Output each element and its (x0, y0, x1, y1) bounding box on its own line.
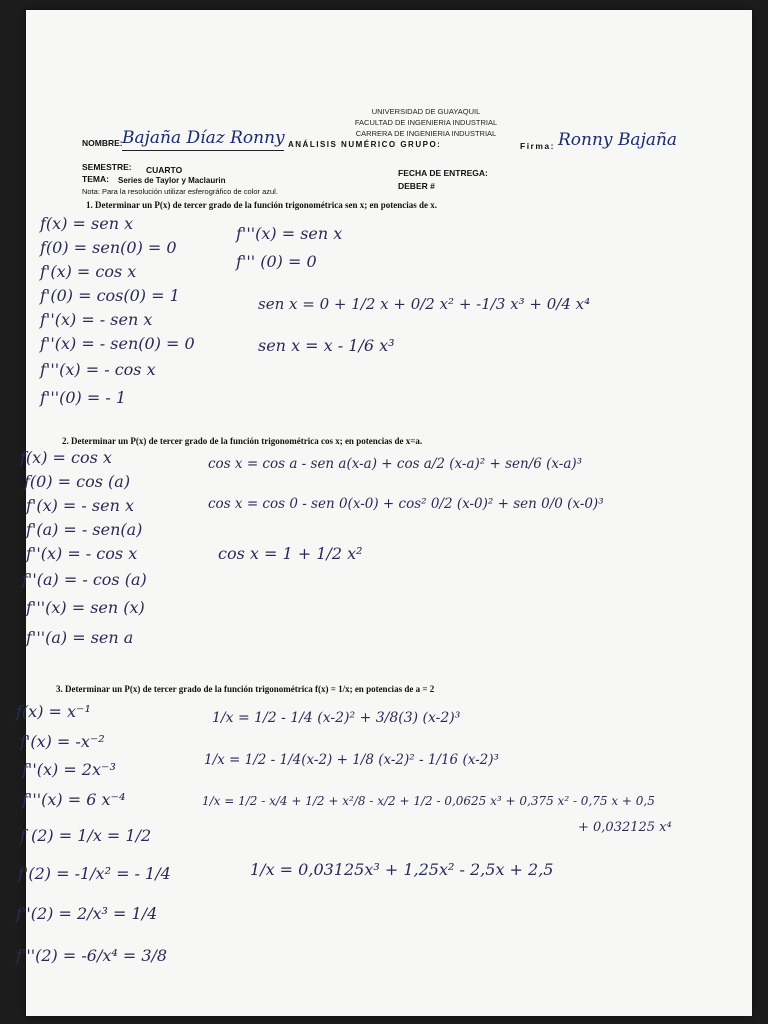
p2-series-result: cos x = 1 + 1/2 x² (218, 544, 363, 563)
p1-step: f''(x) = - sen(0) = 0 (40, 334, 195, 353)
p2-step: f(0) = cos (a) (24, 472, 131, 491)
p1-step: f''(x) = - sen x (40, 310, 153, 329)
nombre-label: NOMBRE: (82, 138, 123, 148)
career-name: CARRERA DE INGENIERIA INDUSTRIAL (355, 129, 497, 138)
p3-series-line-1: 1/x = 1/2 - 1/4 (x-2)² + 3/8(3) (x-2)³ (212, 710, 461, 726)
p3-step: f''(2) = 2/x³ = 1/4 (16, 904, 158, 923)
p3-series-line-2: 1/x = 1/2 - 1/4(x-2) + 1/8 (x-2)² - 1/16 (x-2)³ (204, 752, 499, 768)
p2-step: f''(a) = - cos (a) (22, 570, 147, 589)
p3-step: f'''(2) = -6/x⁴ = 3/8 (16, 946, 168, 965)
p3-step: f''(x) = 2x⁻³ (22, 760, 116, 779)
faculty-name: FACULTAD DE INGENIERIA INDUSTRIAL (354, 118, 498, 127)
p1-step: f'(x) = cos x (40, 262, 137, 281)
p2-step: f'''(x) = sen (x) (26, 598, 145, 617)
university-name: UNIVERSIDAD DE GUAYAQUIL (371, 107, 481, 116)
p2-step: f(x) = cos x (20, 448, 112, 467)
p1-series-expansion: sen x = 0 + 1/2 x + 0/2 x² + -1/3 x³ + 0/4 x⁴ (258, 295, 591, 313)
worksheet-page (16, 10, 752, 1016)
p1-step: f'(0) = cos(0) = 1 (40, 286, 180, 305)
p2-step: f'(x) = - sen x (26, 496, 134, 515)
p3-series-line-3: 1/x = 1/2 - x/4 + 1/2 + x²/8 - x/2 + 1/2 - 0,0625 x³ + 0,375 x² - 0,75 x + 0,5 (202, 794, 655, 808)
p3-series-result: 1/x = 0,03125x³ + 1,25x² - 2,5x + 2,5 (250, 860, 554, 879)
p3-step: f(x) = x⁻¹ (16, 702, 91, 721)
problem-2-statement: 2. Determinar un P(x) de tercer grado de la función trigonométrica cos x; en potencias de x=a. (62, 436, 423, 446)
p3-step: f (2) = 1/x = 1/2 (20, 826, 152, 845)
firma-label: Firma: (520, 141, 555, 151)
p2-series-at-zero: cos x = cos 0 - sen 0(x-0) + cos² 0/2 (x-0)² + sen 0/0 (x-0)³ (208, 496, 604, 512)
p3-step: f'(2) = -1/x² = - 1/4 (18, 864, 171, 883)
p2-step: f''(x) = - cos x (26, 544, 138, 563)
institution-header (316, 106, 536, 139)
p1-step: f'''(x) = - cos x (40, 360, 156, 379)
deber-label: DEBER # (398, 181, 435, 191)
p1-right-step: f'''(x) = sen x (236, 224, 343, 243)
nombre-underline (122, 150, 284, 151)
problem-3-statement: 3. Determinar un P(x) de tercer grado de la función trigonométrica f(x) = 1/x; en potencias de a = 2 (56, 684, 435, 694)
p1-step: f(x) = sen x (40, 214, 134, 233)
nombre-value: Bajaña Díaz Ronny (122, 128, 285, 148)
p1-step: f(0) = sen(0) = 0 (40, 238, 177, 257)
signature: Ronny Bajaña (558, 130, 678, 150)
semestre-value: CUARTO (146, 165, 183, 175)
p1-series-result: sen x = x - 1/6 x³ (258, 336, 395, 355)
p1-right-step: f''' (0) = 0 (236, 252, 317, 271)
p3-step: f'''(x) = 6 x⁻⁴ (22, 790, 126, 809)
problem-1-statement: 1. Determinar un P(x) de tercer grado de la función trigonométrica sen x; en potencias de x. (86, 200, 437, 210)
p3-series-line-4: + 0,032125 x⁴ (578, 820, 672, 835)
nota-text: Nota: Para la resolución utilizar esferográfico de color azul. (82, 187, 278, 196)
tema-value: Series de Taylor y Maclaurin (118, 176, 226, 185)
tema-label: TEMA: (82, 174, 109, 184)
p2-step: f'''(a) = sen a (26, 628, 134, 647)
course-group-label: ANÁLISIS NUMÉRICO GRUPO: (288, 140, 442, 149)
fecha-label: FECHA DE ENTREGA: (398, 168, 488, 178)
p2-series-general: cos x = cos a - sen a(x-a) + cos a/2 (x-a)² + sen/6 (x-a)³ (208, 456, 583, 472)
semestre-label: SEMESTRE: (82, 162, 132, 172)
p1-step: f'''(0) = - 1 (40, 388, 127, 407)
p3-step: f'(x) = -x⁻² (20, 732, 105, 751)
p2-step: f'(a) = - sen(a) (26, 520, 143, 539)
